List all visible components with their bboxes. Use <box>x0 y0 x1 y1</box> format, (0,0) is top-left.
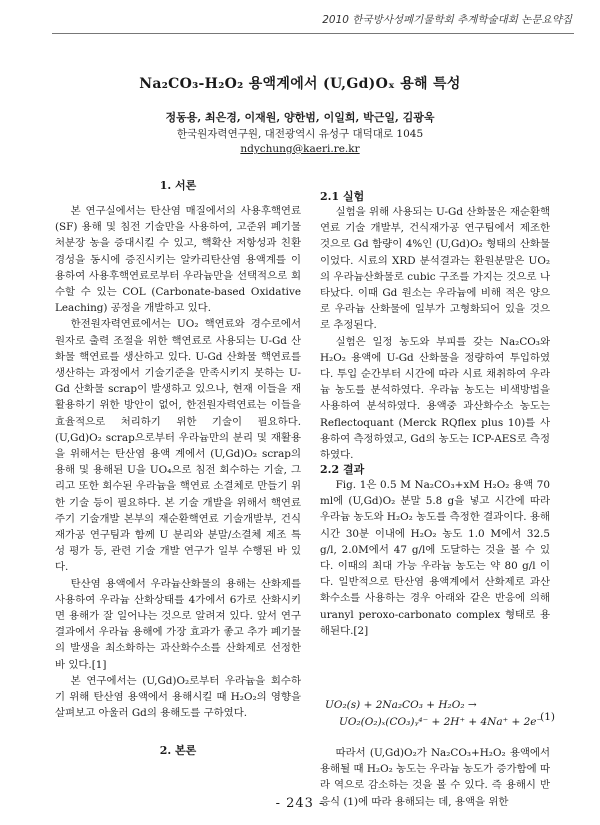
intro-paragraph: 본 연구에서는 (U,Gd)O₂로부터 우라늄을 회수하기 위해 탄산염 용액에서 용해시킬 때 H₂O₂의 영향을 살펴보고 아울러 Gd의 용해도를 구하였다. <box>55 674 301 720</box>
discussion-paragraph: 따라서 (U,Gd)O₂가 Na₂CO₃+H₂O₂ 용액에서 용해될 때 H₂O₂ 농도는 우라늄 농도가 증가함에 따라 역으로 감소하는 것을 볼 수 있다. 즉 용해시 반응식 (1)에 따라 용해되는 데, 용액을 위한 <box>320 747 550 808</box>
equation-number: (1) <box>540 711 555 723</box>
equation-line-2: UO₂(O₂)ₓ(CO₃)ᵧ⁴⁻ + 2H⁺ + 4Na⁺ + 2e⁻ <box>339 716 543 728</box>
experiment-paragraph: 실험을 위해 사용되는 U-Gd 산화물은 재순환핵연료 기술 개발부, 건식재가공 연구팀에서 제조한 것으로 Gd 함량이 4%인 (U,Gd)O₂ 형태의 산화물이었다. 시료의 XRD 분석결과는 환원분말은 UO₂의 우라늄산화물로 cubic 구조를 가지는 것으로 나타났다. 이때 Gd 원소는 우라늄에 비해 적은 양으로 우라늄 산화물에 일부가 고형화되어 있을 것으로 추정된다. <box>320 206 550 332</box>
subsection-heading-results: 2.2 결과 <box>320 463 365 476</box>
subsection-heading-experiment: 2.1 실험 <box>320 190 365 203</box>
experiment-text <box>320 204 550 463</box>
intro-paragraph: 한전원자력연료에서는 UO₂ 핵연료와 경수로에서 원자로 출력 조절을 위한 핵연료로 사용되는 U-Gd 산화물 핵연료를 생산하고 있다. U-Gd 산화물 핵연료를 생산하는 과정에서 기술기준을 만족시키지 못하는 U-Gd 산화물 scrap이 발생하고 있으나, 현재 이들을 재활용하기 위한 방안이 없어, 한전원자력연료는 이들을 효율적으로 처리하기 위한 기술이 필요하다. (U,Gd)O₂ scrap으로부터 우라늄만의 분리 및 재활용을 위해서는 탄산염 용액 계에서 (U,Gd)O₂ scrap의 용해 및 용해된 U을 UO₄으로 침전 회수하는 기술, 그리고 또한 회수된 우라늄을 핵연료 소결체로 만들기 위한 기술 등이 필요하다. 본 기술 개발을 위해서 핵연료주기 기술개발 본부의 재순환핵연료 기술개발부, 건식재가공 연구팀과 함께 U 분리와 분말/소결체 제조 특성 평가 등, 관련 기술 개발 연구가 일부 수행된 바 있다. <box>55 318 301 574</box>
intro-paragraph: 탄산염 용액에서 우라늄산화물의 용해는 산화제를 사용하여 우라늄 산화상태를 4가에서 6가로 산화시키면 용해가 잘 일어나는 것으로 알려져 있다. 앞서 연구 결과에서 우라늄 용해에 가장 효과가 좋고 추가 폐기물의 발생을 최소화하는 과산화수소를 산화제로 선정한 바 있다.[1] <box>55 577 301 671</box>
paper-title: Na₂CO₃-H₂O₂ 용액계에서 (U,Gd)Oₓ 용해 특성 <box>139 76 461 92</box>
experiment-paragraph: 실험은 일정 농도와 부피를 갖는 Na₂CO₃와 H₂O₂ 용액에 U-Gd 산화물을 정량하여 투입하였다. 투입 순간부터 시간에 따라 시료 채취하여 우라늄 농도를 분석하였다. 우라늄 농도는 비색방법을 사용하여 분석하였다. 용액중 과산화수소 농도는 Reflectoquant (Merck RQflex plus 10)를 사용하여 측정하였고, Gd의 농도는 ICP-AES로 측정하였다. <box>320 335 550 462</box>
section-heading-body: 2. 본론 <box>159 744 197 757</box>
header-rule <box>52 33 574 34</box>
email-line <box>0 143 600 155</box>
conference-header: 2010 한국방사성폐기물학회 추계학술대회 논문요약집 <box>322 14 572 26</box>
results-text <box>320 477 550 639</box>
intro-paragraph: 본 연구실에서는 탄산염 매질에서의 사용후핵연료(SF) 용해 및 침전 기술만을 사용하여, 고준위 폐기물 처분장 농을 증대시킬 수 있고, 핵확산 저항성과 친환경성을 동시에 증진시키는 알카리탄산염 용액계를 이용하여 사용후핵연료로부터 우라늄만을 선택적으로 회수할 수 있는 COL (Carbonate-based Oxidative Leaching) 공정을 개발하고 있다. <box>55 205 301 315</box>
author-list: 정동용, 최은경, 이재원, 양한범, 이일희, 박근일, 김광욱 <box>165 111 435 124</box>
results-paragraph: Fig. 1은 0.5 M Na₂CO₃+xM H₂O₂ 용액 70 ml에 (U,Gd)O₂ 분말 5.8 g을 넣고 시간에 따라 우라늄 농도와 H₂O₂ 농도를 측정한 결과이다. 용해시간 30분 이내에 H₂O₂ 농도 1.0 M에서 32.5 g/l, 2.0M에서 47 g/l에 도달하는 것을 볼 수 있다. 이때의 최대 가능 우라늄 농도는 약 80 g/l 이다. 일반적으로 탄산염 용액계에서 산화제로 과산화수소를 사용하는 경우 아래와 같은 반응에 의해 uranyl peroxo-carbonato complex 형태로 용해된다.[2] <box>320 479 550 637</box>
section-heading-intro: 1. 서론 <box>159 179 197 192</box>
affiliation: 한국원자력연구원, 대전광역시 유성구 대덕대로 1045 <box>176 128 424 140</box>
reaction-equation <box>325 697 555 731</box>
page-number: - 243 - <box>275 796 325 811</box>
equation-line-1: UO₂(s) + 2Na₂CO₃ + H₂O₂ → <box>325 699 477 711</box>
author-email[interactable]: ndychung@kaeri.re.kr <box>240 143 360 155</box>
left-column <box>55 203 301 722</box>
